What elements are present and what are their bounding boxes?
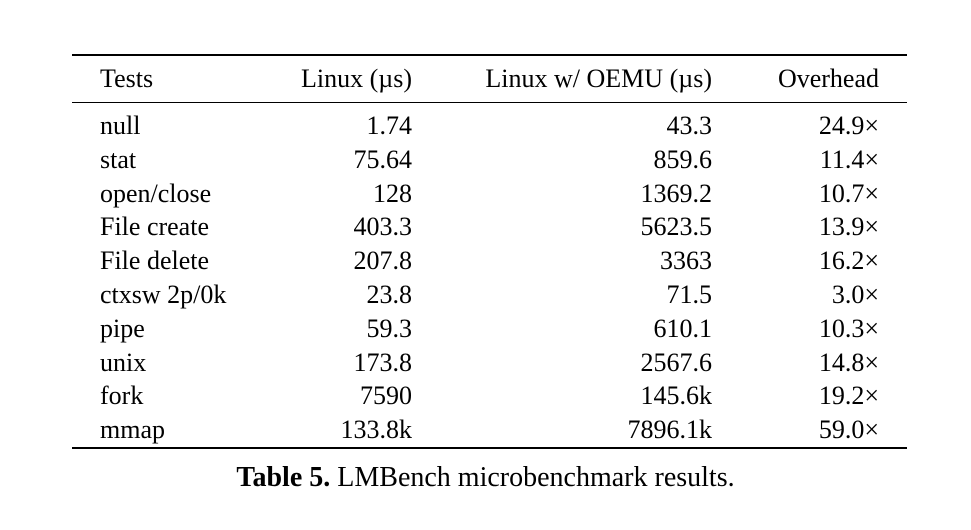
table-row <box>72 103 907 143</box>
table-row <box>72 413 907 447</box>
results-table-container <box>72 54 907 449</box>
table-row <box>72 278 907 312</box>
cell-linux: 133.8k <box>340 415 412 445</box>
table-row <box>72 210 907 244</box>
cell-linux-oemu: 1369.2 <box>640 178 712 208</box>
header-linux-oemu: Linux w/ OEMU (µs) <box>485 64 712 93</box>
header-tests: Tests <box>100 64 154 93</box>
table-row <box>72 244 907 278</box>
cell-linux-oemu: 71.5 <box>666 279 712 309</box>
cell-test: ctxsw 2p/0k <box>100 279 227 309</box>
cell-test: null <box>100 111 141 140</box>
cell-overhead: 59.0× <box>818 415 879 445</box>
table-bottom-rule <box>72 447 907 449</box>
cell-linux-oemu: 43.3 <box>666 111 712 140</box>
cell-linux-oemu: 2567.6 <box>640 347 712 377</box>
cell-linux: 75.64 <box>353 144 412 174</box>
cell-linux: 23.8 <box>366 279 412 309</box>
cell-overhead: 19.2× <box>818 381 879 411</box>
cell-overhead: 24.9× <box>818 111 879 140</box>
cell-overhead: 10.7× <box>818 178 879 208</box>
cell-overhead: 3.0× <box>831 279 879 309</box>
cell-linux: 128 <box>373 178 412 208</box>
caption-text: LMBench microbenchmark results. <box>330 462 735 493</box>
table-row <box>72 177 907 211</box>
cell-overhead: 16.2× <box>818 246 879 276</box>
header-overhead: Overhead <box>777 64 879 93</box>
cell-linux-oemu: 610.1 <box>653 313 712 343</box>
cell-linux: 173.8 <box>353 347 412 377</box>
cell-test: File delete <box>100 246 210 276</box>
cell-linux-oemu: 3363 <box>660 246 712 276</box>
table-caption <box>0 462 971 494</box>
cell-test: open/close <box>100 178 212 208</box>
cell-linux-oemu: 5623.5 <box>640 212 712 242</box>
cell-test: pipe <box>100 313 145 343</box>
table-row <box>72 379 907 413</box>
results-table-body <box>72 103 907 447</box>
table-header-row <box>72 56 907 102</box>
table-row <box>72 143 907 177</box>
cell-linux: 207.8 <box>353 246 412 276</box>
table-row <box>72 312 907 346</box>
header-linux: Linux (µs) <box>300 64 412 93</box>
cell-overhead: 10.3× <box>818 313 879 343</box>
cell-linux: 403.3 <box>353 212 412 242</box>
cell-test: fork <box>100 381 144 411</box>
cell-test: stat <box>100 144 137 174</box>
caption-label: Table 5. <box>236 462 331 493</box>
cell-linux-oemu: 145.6k <box>640 381 712 411</box>
cell-linux-oemu: 7896.1k <box>627 415 712 445</box>
cell-overhead: 13.9× <box>818 212 879 242</box>
results-table <box>72 56 907 102</box>
cell-test: mmap <box>100 415 165 445</box>
cell-linux: 59.3 <box>366 313 412 343</box>
cell-test: File create <box>100 212 209 242</box>
cell-test: unix <box>100 347 147 377</box>
table-row <box>72 346 907 380</box>
cell-linux: 7590 <box>360 381 412 411</box>
cell-overhead: 14.8× <box>818 347 879 377</box>
cell-linux: 1.74 <box>366 111 412 140</box>
cell-linux-oemu: 859.6 <box>653 144 712 174</box>
cell-overhead: 11.4× <box>819 144 879 174</box>
